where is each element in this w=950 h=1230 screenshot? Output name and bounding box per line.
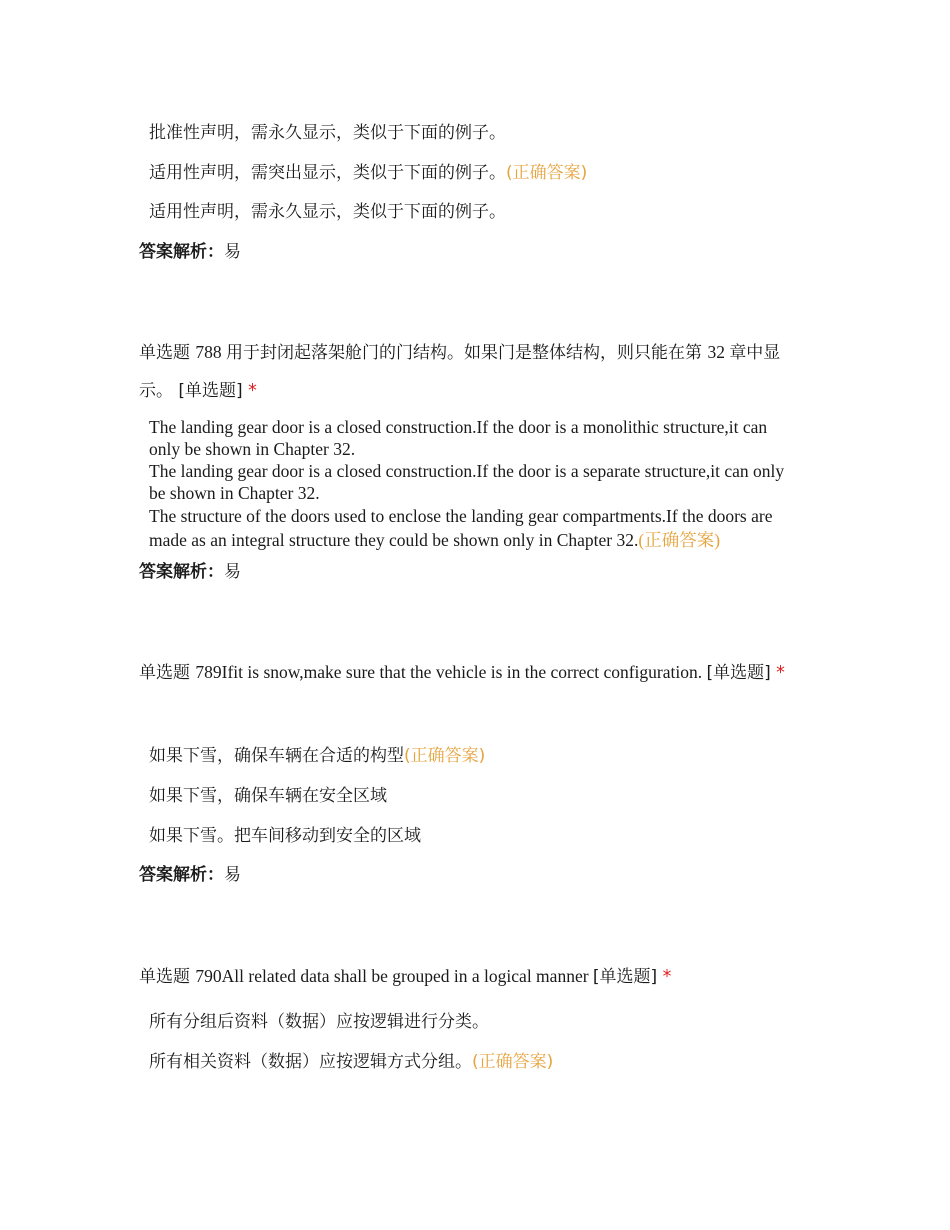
analysis-value: 易 bbox=[224, 562, 241, 582]
option-text: 如果下雪，确保车辆在安全区域 bbox=[149, 786, 387, 806]
option-text: 批准性声明，需永久显示，类似于下面的例子。 bbox=[149, 123, 506, 143]
chapter-number: 32 bbox=[707, 342, 730, 362]
correct-answer-marker: (正确答案) bbox=[404, 746, 486, 766]
correct-answer-marker: (正确答案) bbox=[506, 163, 588, 183]
required-asterisk: * bbox=[248, 381, 257, 401]
analysis-value: 易 bbox=[224, 242, 241, 262]
option-text: 适用性声明，需永久显示，类似于下面的例子。 bbox=[149, 202, 506, 222]
option-790-a[interactable] bbox=[149, 1011, 799, 1033]
option-text: The landing gear door is a closed construction.If the door is a monolithic structure,it can only be shown in Chapter 32. bbox=[149, 417, 768, 459]
analysis-value: 易 bbox=[224, 865, 241, 885]
option-789-b[interactable] bbox=[149, 785, 799, 807]
option-790-b[interactable] bbox=[149, 1051, 799, 1073]
option-787-b[interactable] bbox=[149, 162, 799, 184]
question-790-title bbox=[139, 957, 804, 996]
option-788-b[interactable] bbox=[149, 461, 799, 504]
question-number: 788 bbox=[195, 342, 227, 362]
question-text: 789Ifit is snow,make sure that the vehicle is in the correct configuration. bbox=[195, 662, 707, 682]
option-text: 所有分组后资料（数据）应按逻辑进行分类。 bbox=[149, 1012, 489, 1032]
option-text: 适用性声明，需突出显示，类似于下面的例子。 bbox=[149, 163, 506, 183]
option-788-a[interactable] bbox=[149, 417, 799, 460]
correct-answer-marker: (正确答案) bbox=[638, 529, 721, 550]
option-text: 如果下雪。把车间移动到安全的区域 bbox=[149, 826, 421, 846]
question-text-part1: 用于封闭起落架舱门的门结构。如果门是整体结构，则只能在第 bbox=[226, 343, 708, 363]
analysis-label: 答案解析： bbox=[139, 562, 224, 582]
answer-analysis-788 bbox=[139, 561, 241, 583]
question-text: 790All related data shall be grouped in a logical manner bbox=[195, 966, 593, 986]
option-787-c[interactable] bbox=[149, 201, 799, 223]
required-asterisk: * bbox=[776, 663, 785, 683]
option-787-a[interactable] bbox=[149, 122, 799, 144]
question-type: 单选题 bbox=[139, 663, 196, 683]
question-text-part2: 章中显示。 [单选题] bbox=[139, 343, 781, 401]
answer-analysis-787 bbox=[139, 241, 241, 263]
analysis-label: 答案解析： bbox=[139, 242, 224, 262]
option-text: 所有相关资料（数据）应按逻辑方式分组。 bbox=[149, 1052, 472, 1072]
question-type: 单选题 bbox=[139, 343, 196, 363]
option-text: The landing gear door is a closed construction.If the door is a separate structure,it can only be shown in Chapter 32. bbox=[149, 461, 785, 503]
option-789-c[interactable] bbox=[149, 825, 799, 847]
question-type-tag: [单选题] bbox=[706, 663, 777, 683]
answer-analysis-789 bbox=[139, 864, 241, 886]
correct-answer-marker: (正确答案) bbox=[472, 1052, 554, 1072]
question-788-title bbox=[139, 333, 804, 410]
question-type-tag: [单选题] bbox=[592, 967, 663, 987]
question-type: 单选题 bbox=[139, 967, 196, 987]
option-text: The structure of the doors used to enclose the landing gear compartments.If the doors are made as an integral structure they could be shown only in Chapter 32. bbox=[149, 506, 773, 550]
analysis-label: 答案解析： bbox=[139, 865, 224, 885]
option-788-c[interactable] bbox=[149, 505, 799, 552]
question-789-title bbox=[139, 653, 804, 692]
option-text: 如果下雪，确保车辆在合适的构型 bbox=[149, 746, 404, 766]
required-asterisk: * bbox=[662, 967, 672, 987]
option-789-a[interactable] bbox=[149, 745, 799, 767]
